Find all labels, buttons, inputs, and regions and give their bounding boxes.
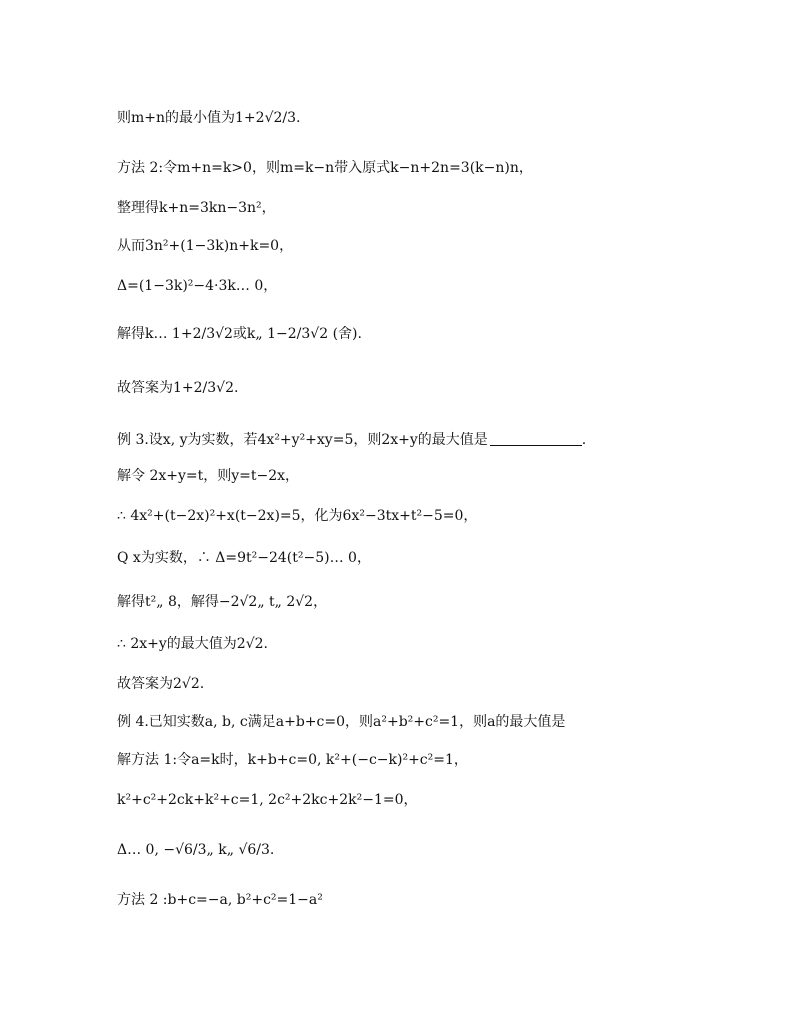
text-line: Δ=(1−3k)²−4·3k… 0，: [117, 278, 278, 294]
text-line: 解令 2x+y=t，则y=t−2x，: [117, 468, 300, 484]
text-line: Δ… 0, −√6/3„ k„ √6/3.: [117, 842, 275, 858]
text-line: 从而3n²+(1−3k)n+k=0，: [117, 238, 294, 254]
text-line: 故答案为1+2/3√2.: [117, 380, 239, 396]
text-line: 解方法 1:令a=k时，k+b+c=0, k²+(−c−k)²+c²=1，: [117, 752, 468, 768]
text-line: k²+c²+2ck+k²+c=1, 2c²+2kc+2k²−1=0，: [117, 792, 418, 808]
text-line: 例 3.设x, y为实数，若4x²+y²+xy=5，则2x+y的最大值是: [117, 432, 488, 448]
answer-blank: [490, 431, 582, 446]
text-line: 解得k… 1+2/3√2或k„ 1−2/3√2 (舍).: [117, 326, 362, 342]
text-line: 解得t²„ 8，解得−2√2„ t„ 2√2，: [117, 594, 328, 610]
text-line: 方法 2 :b+c=−a, b²+c²=1−a²: [117, 892, 323, 908]
text-line: Q x为实数，∴ Δ=9t²−24(t²−5)… 0，: [117, 550, 371, 566]
text-line: ∴ 4x²+(t−2x)²+x(t−2x)=5，化为6x²−3tx+t²−5=0，: [117, 508, 478, 524]
text-line: 整理得k+n=3kn−3n²，: [117, 200, 276, 216]
text-line: ∴ 2x+y的最大值为2√2.: [117, 636, 268, 652]
text-line: 则m+n的最小值为1+2√2/3.: [117, 110, 301, 126]
text-line: 例 4.已知实数a, b, c满足a+b+c=0，则a²+b²+c²=1，则a的最大值是: [117, 714, 566, 730]
text-line: 方法 2:令m+n=k>0，则m=k−n带入原式k−n+2n=3(k−n)n，: [117, 160, 533, 176]
example-3-question: 例 3.设x, y为实数，若4x²+y²+xy=5，则2x+y的最大值是 .: [117, 432, 587, 448]
text-line: 故答案为2√2.: [117, 676, 205, 692]
